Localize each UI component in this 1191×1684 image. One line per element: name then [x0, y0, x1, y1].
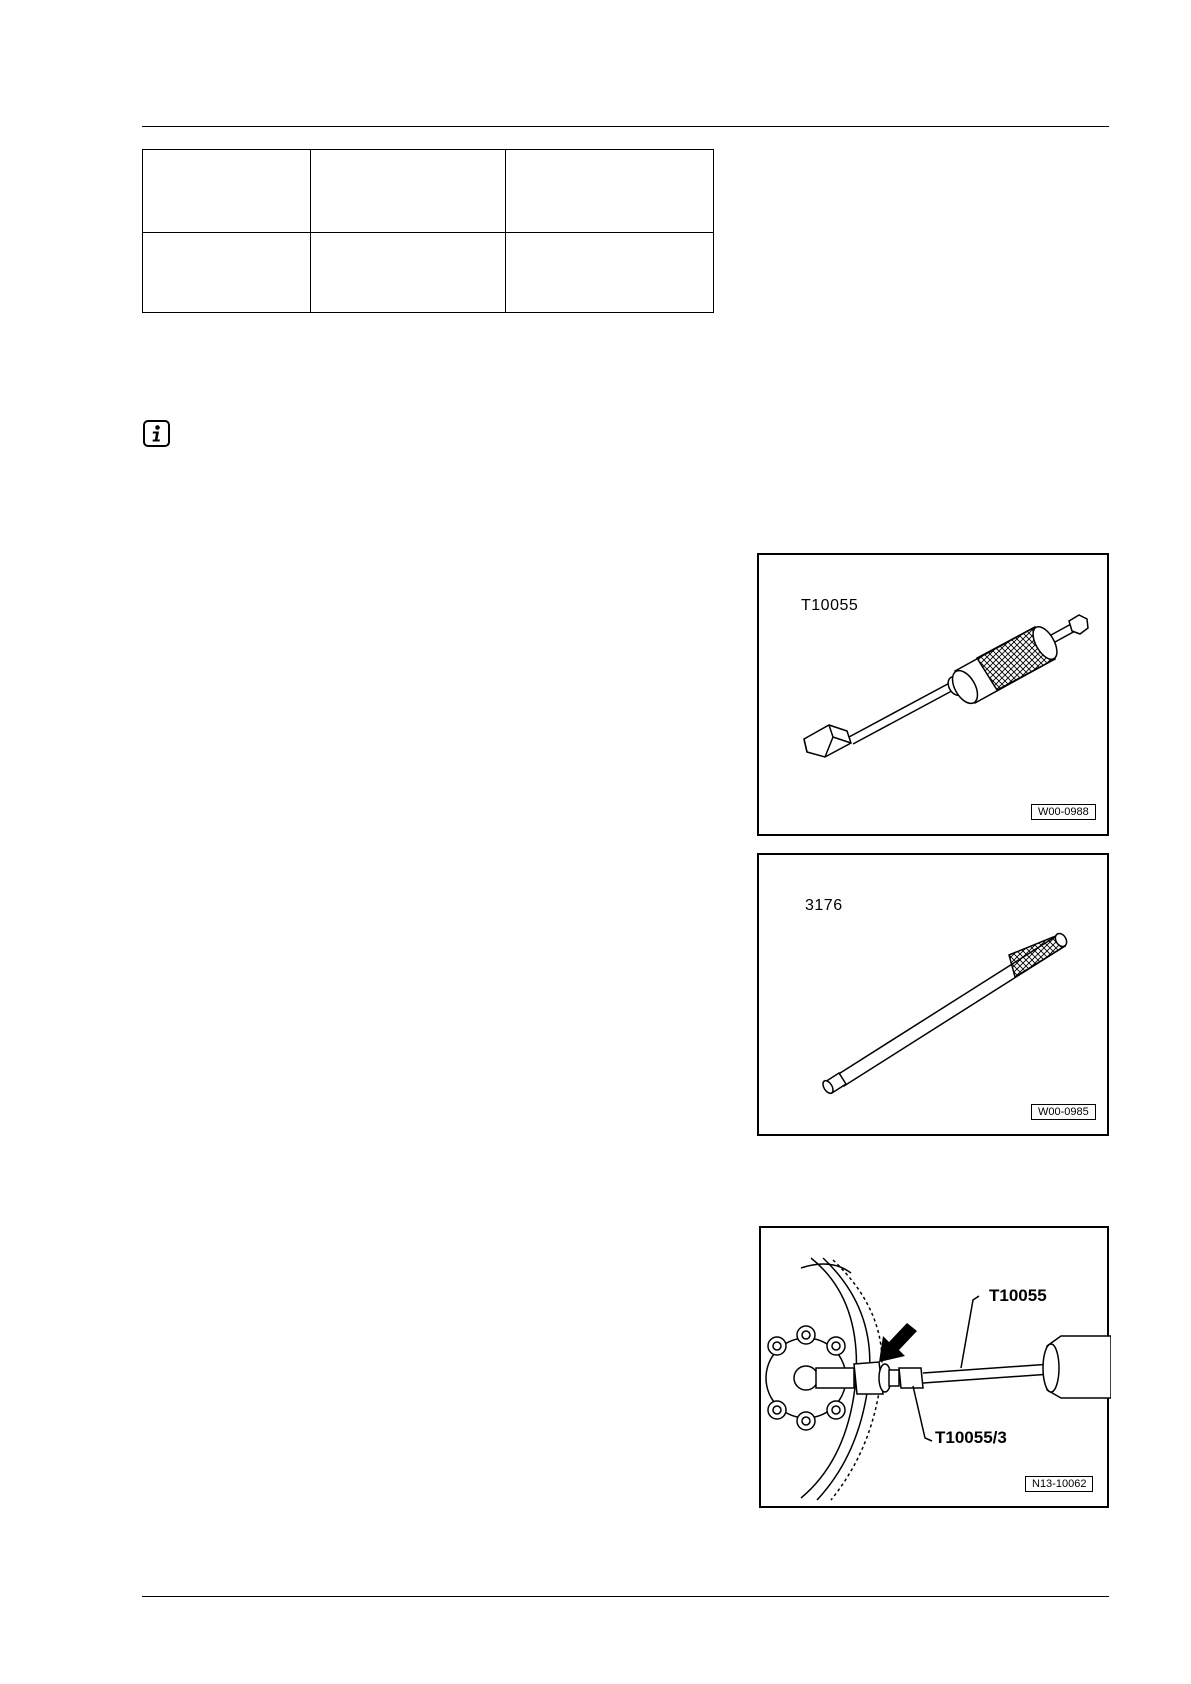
table-cell	[143, 150, 311, 233]
tool-label: 3176	[805, 897, 843, 914]
tool-label: T10055	[801, 597, 859, 614]
info-icon	[143, 420, 170, 447]
figure-code: N13-10062	[1025, 1476, 1093, 1492]
figure-code: W00-0988	[1031, 804, 1096, 820]
table-cell	[311, 150, 506, 233]
callout-label: T10055/3	[935, 1428, 1007, 1447]
header-rule	[142, 126, 1109, 127]
table-cell	[311, 233, 506, 313]
table-cell	[143, 233, 311, 313]
table-row	[143, 150, 714, 233]
table-cell	[506, 150, 714, 233]
figure-installation	[759, 1226, 1109, 1508]
figure-code: W00-0985	[1031, 1104, 1096, 1120]
spec-table	[142, 149, 714, 313]
figure-drift	[757, 853, 1109, 1136]
figure-slide-hammer	[757, 553, 1109, 836]
installation-drawing	[761, 1228, 1111, 1510]
callout-label: T10055	[989, 1286, 1047, 1305]
table-cell	[506, 233, 714, 313]
footer-rule	[142, 1596, 1109, 1597]
table-row	[143, 233, 714, 313]
